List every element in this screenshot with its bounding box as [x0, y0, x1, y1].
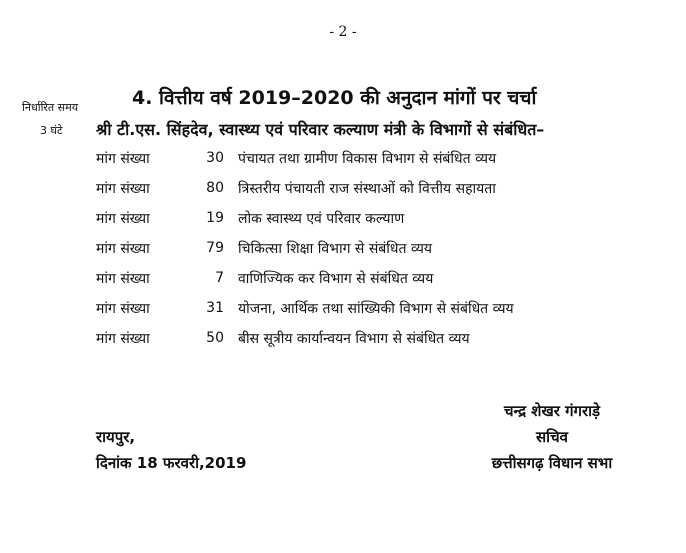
demand-description: पंचायत तथा ग्रामीण विकास विभाग से संबंधित व्यय [238, 150, 497, 167]
demand-number: 30 [206, 150, 224, 166]
demand-list [96, 143, 514, 353]
place: रायपुर, [96, 428, 136, 446]
time-allotted-hours: 3 घंटे [40, 124, 63, 137]
page-number: - 2 - [329, 24, 357, 40]
demand-number: 7 [215, 270, 224, 286]
demand-row [96, 143, 514, 173]
signatory-office: छत्तीसगढ़ विधान सभा [491, 454, 613, 472]
demand-label: मांग संख्या [96, 270, 150, 287]
demand-number: 80 [206, 180, 224, 196]
demand-description: त्रिस्तरीय पंचायती राज संस्थाओं को वित्तीय सहायता [238, 180, 496, 197]
demand-description: वाणिज्यिक कर विभाग से संबंधित व्यय [238, 270, 434, 287]
demand-label: मांग संख्या [96, 330, 150, 347]
demand-label: मांग संख्या [96, 300, 150, 317]
demand-label: मांग संख्या [96, 150, 150, 167]
demand-number: 79 [206, 240, 224, 256]
demand-row [96, 323, 514, 353]
signatory-designation: सचिव [536, 428, 568, 446]
demand-description: लोक स्वास्थ्य एवं परिवार कल्याण [238, 210, 405, 227]
demand-row [96, 263, 514, 293]
date-line: दिनांक 18 फरवरी,2019 [96, 454, 247, 472]
demand-description: योजना, आर्थिक तथा सांख्यिकी विभाग से संबंधित व्यय [238, 300, 514, 317]
demand-number: 50 [206, 330, 224, 346]
demand-number: 31 [206, 300, 224, 316]
place-date-block [96, 424, 246, 476]
signature-block [462, 398, 642, 476]
signatory-name: चन्द्र शेखर गंगराड़े [503, 402, 601, 420]
demand-row [96, 173, 514, 203]
demand-label: मांग संख्या [96, 210, 150, 227]
demand-description: बीस सूत्रीय कार्यान्वयन विभाग से संबंधित व्यय [238, 330, 470, 347]
minister-line: श्री टी.एस. सिंहदेव, स्वास्थ्य एवं परिवार कल्याण मंत्री के विभागों से संबंधित– [96, 120, 545, 139]
demand-row [96, 293, 514, 323]
demand-label: मांग संख्या [96, 240, 150, 257]
agenda-heading: 4. वित्तीय वर्ष 2019–2020 की अनुदान मांगों पर चर्चा [132, 87, 537, 109]
time-allotted-label: निर्धारित समय [22, 101, 79, 114]
demand-label: मांग संख्या [96, 180, 150, 197]
demand-row [96, 203, 514, 233]
demand-description: चिकित्सा शिक्षा विभाग से संबंधित व्यय [238, 240, 432, 257]
demand-row [96, 233, 514, 263]
demand-number: 19 [206, 210, 224, 226]
